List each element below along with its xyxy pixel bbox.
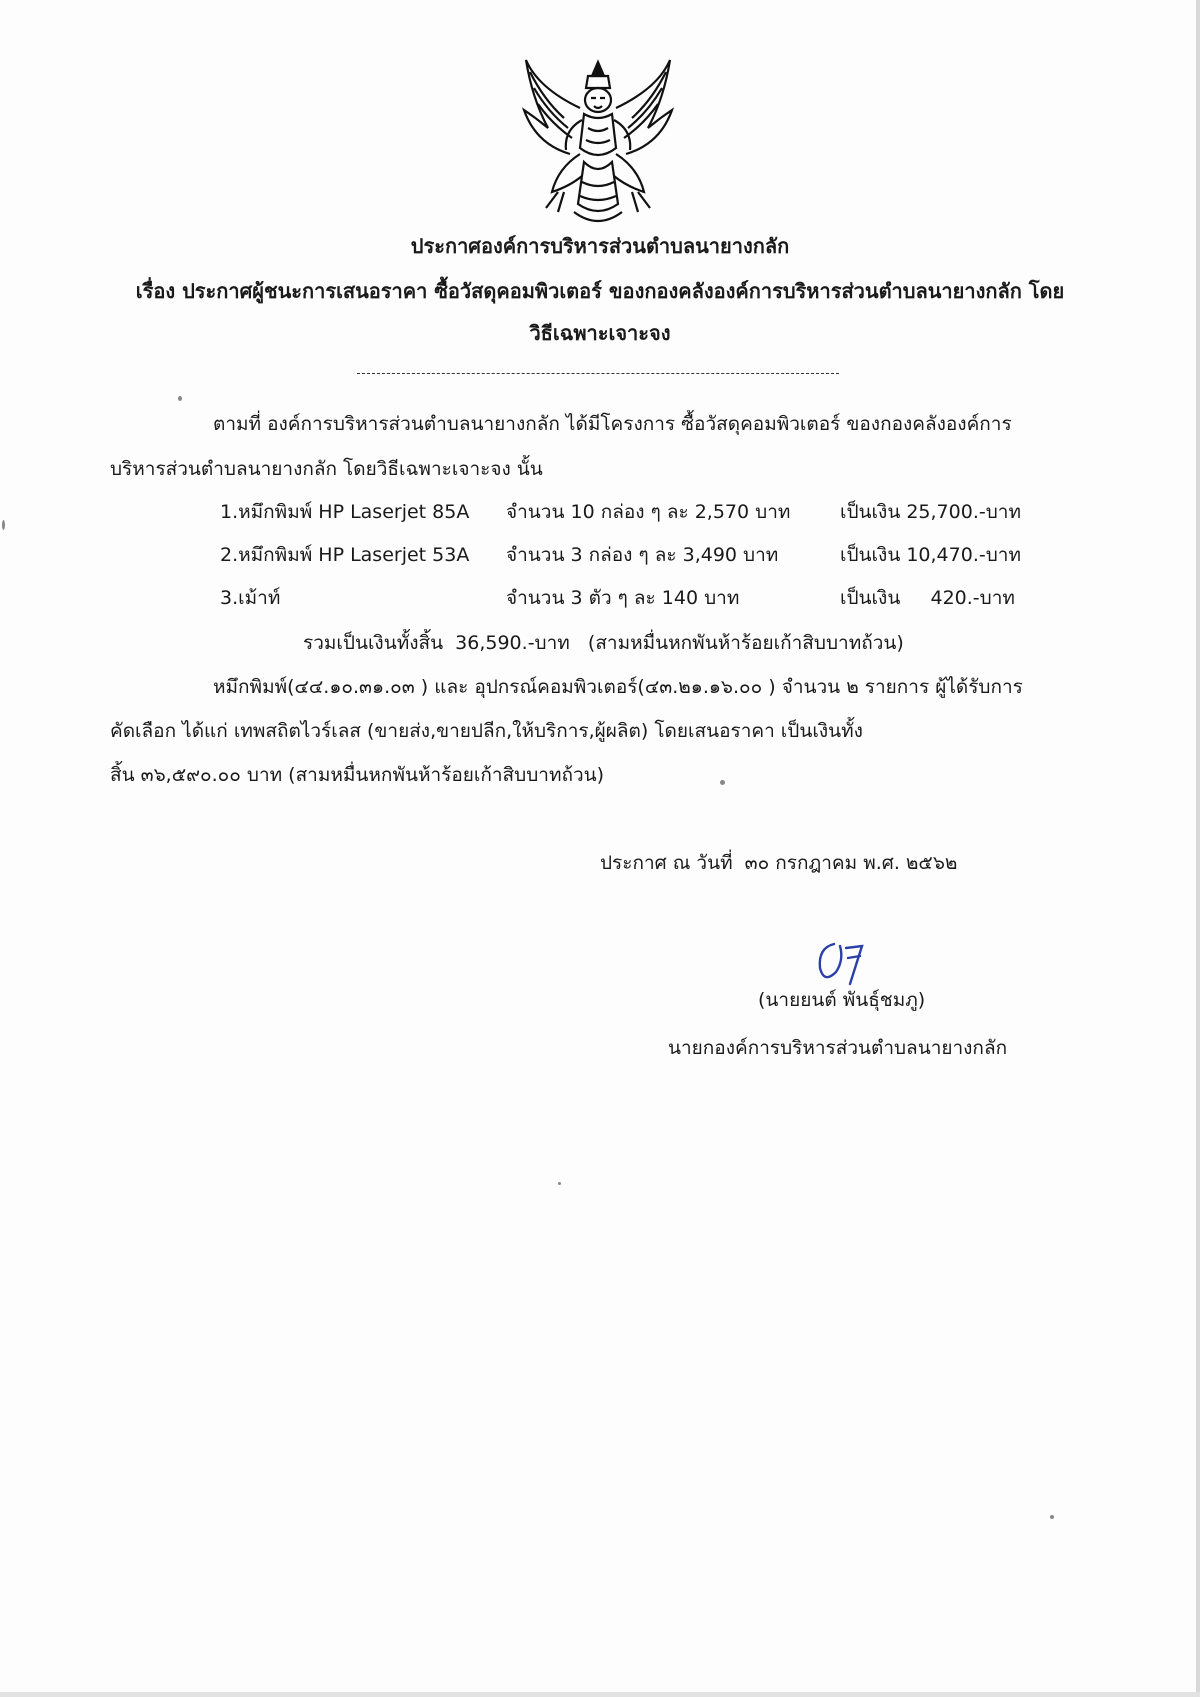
- scan-edge-right: [1196, 0, 1200, 1697]
- scan-speck: [2, 520, 5, 530]
- total-amount: รวมเป็นเงินทั้งสิ้น 36,590.-บาท (สามหมื่นหกพันห้าร้อยเก้าสิบบาทถ้วน): [303, 632, 904, 654]
- intro-line-2: บริหารส่วนตำบลนายางกลัก โดยวิธีเฉพาะเจาะจง นั้น: [110, 458, 543, 480]
- winner-line-1: หมึกพิมพ์(๔๔.๑๐.๓๑.๐๓ ) และ อุปกรณ์คอมพิวเตอร์(๔๓.๒๑.๑๖.๐๐ ) จำนวน ๒ รายการ ผู้ได้รับการ: [213, 676, 1023, 698]
- announcement-subject: เรื่อง ประกาศผู้ชนะการเสนอราคา ซื้อวัสดุคอมพิวเตอร์ ของกองคลังองค์การบริหารส่วนตำบลนายางกลัก โดย: [135, 279, 1065, 303]
- winner-line-3: สิ้น ๓๖,๕๙๐.๐๐ บาท (สามหมื่นหกพันห้าร้อยเก้าสิบบาทถ้วน): [110, 764, 605, 786]
- scan-speck: [720, 780, 725, 785]
- signatory-title: นายกองค์การบริหารส่วนตำบลนายางกลัก: [668, 1037, 1008, 1059]
- item-2-quantity: จำนวน 3 กล่อง ๆ ละ 3,490 บาท: [506, 544, 779, 566]
- scan-speck: [178, 396, 182, 401]
- item-1-quantity: จำนวน 10 กล่อง ๆ ละ 2,570 บาท: [506, 501, 791, 523]
- dashed-divider: [357, 373, 839, 374]
- item-2-amount: เป็นเงิน 10,470.-บาท: [840, 544, 1021, 566]
- item-2-name: 2.หมึกพิมพ์ HP Laserjet 53A: [220, 544, 470, 566]
- item-3-name: 3.เม้าท์: [220, 587, 281, 609]
- garuda-emblem-icon: [518, 58, 678, 230]
- item-1-amount: เป็นเงิน 25,700.-บาท: [840, 501, 1021, 523]
- signatory-name: (นายยนต์ พันธุ์ชมภู): [758, 989, 926, 1011]
- item-1-name: 1.หมึกพิมพ์ HP Laserjet 85A: [220, 501, 470, 523]
- item-3-quantity: จำนวน 3 ตัว ๆ ละ 140 บาท: [506, 587, 740, 609]
- signature-icon: [812, 938, 872, 990]
- intro-line-1: ตามที่ องค์การบริหารส่วนตำบลนายางกลัก ได้มีโครงการ ซื้อวัสดุคอมพิวเตอร์ ของกองคลังองค์การ: [213, 413, 1012, 435]
- item-3-amount: เป็นเงิน 420.-บาท: [840, 587, 1015, 609]
- winner-line-2: คัดเลือก ได้แก่ เทพสถิตไวร์เลส (ขายส่ง,ขายปลีก,ให้บริการ,ผู้ผลิต) โดยเสนอราคา เป็นเงินทั้ง: [110, 720, 863, 742]
- announcement-subject-continued: วิธีเฉพาะเจาะจง: [529, 321, 671, 345]
- announcement-title: ประกาศองค์การบริหารส่วนตำบลนายางกลัก: [410, 234, 790, 258]
- announcement-date: ประกาศ ณ วันที่ ๓๐ กรกฎาคม พ.ศ. ๒๕๖๒: [600, 852, 958, 874]
- scan-speck: [558, 1182, 561, 1185]
- scan-edge-bottom: [0, 1692, 1200, 1697]
- scan-speck: [1050, 1515, 1054, 1519]
